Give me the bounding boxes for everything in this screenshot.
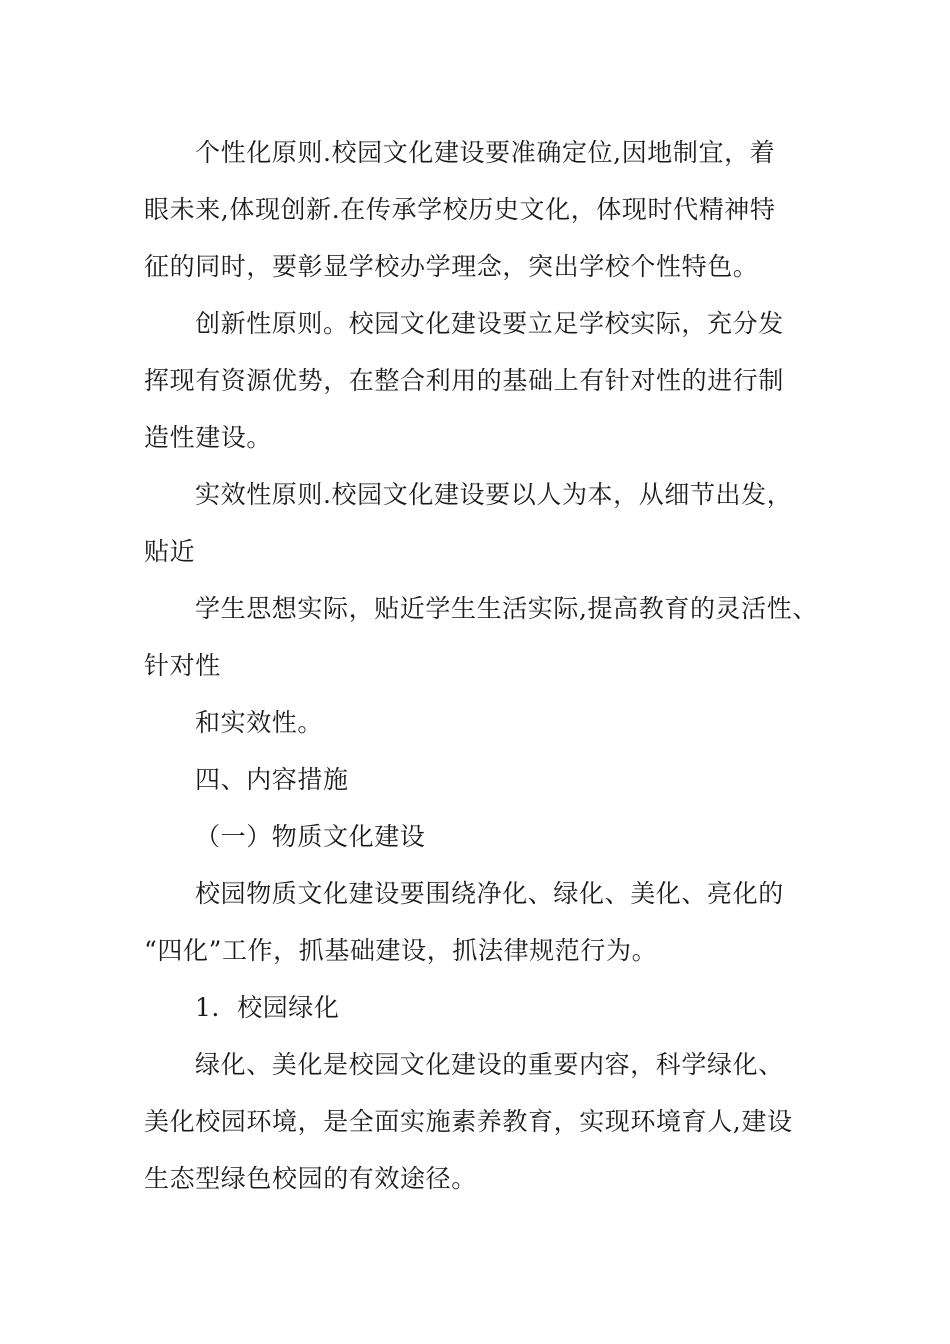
text-line: 创新性原则。校园文化建设要立足学校实际，充分发 [195, 309, 784, 338]
text-line: 学生思想实际，贴近学生生活实际,提高教育的灵活性、 [195, 594, 818, 623]
text-line: 针对性 [144, 651, 221, 680]
text-line: 眼未来,体现创新.在传承学校历史文化，体现时代精神特 [144, 195, 776, 224]
item-heading: 1．校园绿化 [195, 993, 340, 1022]
subsection-heading: （一）物质文化建设 [195, 822, 426, 851]
text-line: 挥现有资源优势，在整合利用的基础上有针对性的进行制 [144, 366, 785, 395]
text-line: 绿化、美化是校园文化建设的重要内容，科学绿化、 [195, 1050, 784, 1079]
text-line: 贴近 [144, 537, 196, 566]
text-line: 造性建设。 [144, 423, 273, 452]
text-line: 实效性原则.校园文化建设要以人为本，从细节出发， [195, 480, 793, 509]
text-line: 和实效性。 [195, 708, 324, 737]
text-line: 个性化原则.校园文化建设要准确定位,因地制宜，着 [195, 138, 776, 167]
text-line: “四化”工作，抓基础建设，抓法律规范行为。 [144, 936, 658, 965]
text-line: 生态型绿色校园的有效途径。 [144, 1164, 477, 1193]
text-line: 美化校园环境，是全面实施素养教育，实现环境育人,建设 [144, 1107, 793, 1136]
section-heading: 四、内容措施 [195, 765, 349, 794]
text-line: 校园物质文化建设要围绕净化、绿化、美化、亮化的 [195, 879, 784, 908]
text-line: 征的同时，要彰显学校办学理念，突出学校个性特色。 [144, 252, 759, 281]
